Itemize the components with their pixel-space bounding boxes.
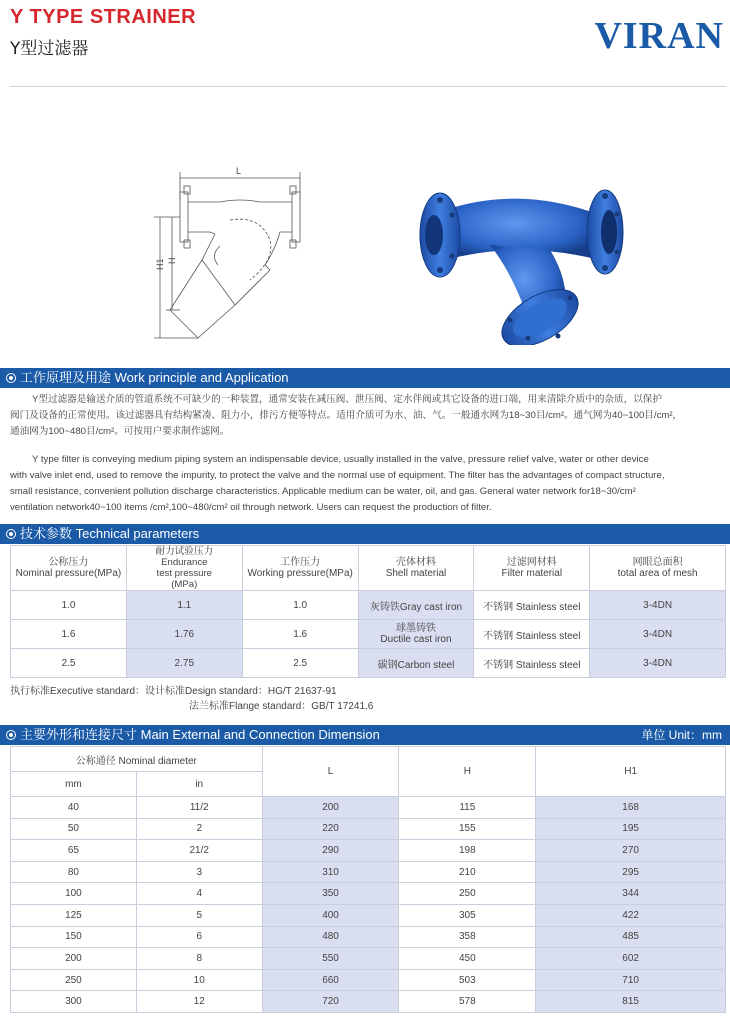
header-mesh-area: 网眼总面积 total area of mesh	[590, 546, 726, 591]
standards-note	[10, 684, 373, 714]
paragraph-line: Y型过滤器是输送介质的管道系统不可缺少的一种装置，通常安装在减压阀、泄压阀、定水伴阀或其它设备的进口端，用来清除介质中的杂质，以保护	[32, 394, 662, 405]
cell-L: 400	[262, 904, 399, 926]
table-row	[11, 861, 726, 883]
product-title-en: Y TYPE STRAINER	[10, 6, 197, 28]
cell-H1: 344	[536, 883, 726, 905]
header-in: in	[136, 772, 262, 797]
section-bar-work-principle	[0, 368, 730, 388]
table-row	[11, 797, 726, 819]
section-title: 技术参数 Technical parameters	[20, 526, 200, 541]
header-divider	[10, 86, 726, 87]
cell-mm: 200	[11, 948, 137, 970]
cell-filter: 不锈钢 Stainless steel	[474, 591, 590, 620]
dim-label-H1: H1	[155, 258, 165, 270]
header-shell-material: 壳体材料 Shell material	[358, 546, 474, 591]
cell-L: 200	[262, 797, 399, 819]
section-bullet-icon	[6, 730, 16, 740]
table-row	[11, 620, 726, 649]
table-row	[11, 904, 726, 926]
header-H1: H1	[536, 747, 726, 797]
cell-L: 310	[262, 861, 399, 883]
cell-mm: 100	[11, 883, 137, 905]
strainer-technical-drawing	[140, 160, 310, 350]
section-bar-dimensions	[0, 725, 730, 745]
cell-filter: 不锈钢 Stainless steel	[474, 620, 590, 649]
section-bullet-icon	[6, 373, 16, 383]
cell-mm: 40	[11, 797, 137, 819]
brand-logo: VIRAN	[594, 15, 724, 57]
cell-in: 2	[136, 818, 262, 840]
cell-mm: 50	[11, 818, 137, 840]
cell-in: 10	[136, 969, 262, 991]
dim-label-H: H	[167, 257, 177, 264]
cell-working: 1.6	[242, 620, 358, 649]
header-L: L	[262, 747, 399, 797]
cell-H1: 485	[536, 926, 726, 948]
cell-mm: 250	[11, 969, 137, 991]
cell-mm: 300	[11, 991, 137, 1013]
dimension-table	[10, 746, 726, 1013]
cell-H1: 815	[536, 991, 726, 1013]
cell-L: 480	[262, 926, 399, 948]
cell-H: 115	[399, 797, 536, 819]
standards-design: 执行标准Executive standard：设计标准Design standard：HG/T 21637-91	[10, 686, 337, 697]
cell-H: 450	[399, 948, 536, 970]
header-mm: mm	[11, 772, 137, 797]
cell-H1: 295	[536, 861, 726, 883]
cell-mm: 65	[11, 840, 137, 862]
cell-H: 210	[399, 861, 536, 883]
table-row	[11, 969, 726, 991]
cell-in: 21/2	[136, 840, 262, 862]
paragraph-line: 阀门及设备的正常使用。该过滤器具有结构紧凑、阻力小，排污方便等特点。适用介质可为水、油、气。一般通水网为18~30目/cm²。通气网为40~100目/cm²，	[10, 410, 683, 421]
table-row	[11, 991, 726, 1013]
cell-endurance: 2.75	[126, 649, 242, 678]
cell-L: 220	[262, 818, 399, 840]
section-title: 工作原理及用途 Work principle and Application	[20, 370, 289, 385]
work-principle-en	[10, 452, 726, 516]
cell-in: 6	[136, 926, 262, 948]
cell-L: 660	[262, 969, 399, 991]
technical-parameters-table	[10, 545, 726, 678]
cell-mesh: 3-4DN	[590, 649, 726, 678]
table-row	[11, 883, 726, 905]
paragraph-line: small resistance, convenient pollution discharge characteristics. Applicable medium can be water, oil, and gas. General water network for18~30/cm²	[10, 486, 636, 497]
cell-endurance: 1.76	[126, 620, 242, 649]
cell-filter: 不锈钢 Stainless steel	[474, 649, 590, 678]
table-header-row	[11, 546, 726, 591]
table-row	[11, 649, 726, 678]
cell-H1: 168	[536, 797, 726, 819]
cell-in: 12	[136, 991, 262, 1013]
cell-nominal: 1.6	[11, 620, 127, 649]
cell-shell: 球墨铸铁 Ductile cast iron	[358, 620, 474, 649]
cell-H1: 270	[536, 840, 726, 862]
cell-in: 8	[136, 948, 262, 970]
dim-label-L: L	[236, 166, 242, 176]
cell-nominal: 1.0	[11, 591, 127, 620]
cell-H1: 602	[536, 948, 726, 970]
cell-working: 1.0	[242, 591, 358, 620]
paragraph-line: with valve inlet end, used to remove the impurity, to protect the valve and the normal use of equipment. The filter has the advantages of compact structure,	[10, 470, 665, 481]
paragraph-line: 通油网为100~480目/cm²。可按用户要求制作滤网。	[10, 426, 230, 437]
table-row	[11, 948, 726, 970]
work-principle-cn	[10, 392, 726, 440]
cell-H1: 195	[536, 818, 726, 840]
strainer-product-photo	[410, 170, 630, 345]
section-title: 主要外形和连接尺寸 Main External and Connection Dimension	[20, 727, 380, 742]
product-illustrations	[0, 150, 730, 350]
header-H: H	[399, 747, 536, 797]
cell-H1: 710	[536, 969, 726, 991]
cell-in: 3	[136, 861, 262, 883]
product-title-cn: Y型过滤器	[10, 39, 89, 59]
unit-label: 单位 Unit：mm	[641, 728, 722, 742]
table-row	[11, 926, 726, 948]
cell-H: 358	[399, 926, 536, 948]
table-row	[11, 591, 726, 620]
header-working-pressure: 工作压力 Working pressure(MPa)	[242, 546, 358, 591]
header-filter-material: 过滤网材料 Filter material	[474, 546, 590, 591]
table-row	[11, 818, 726, 840]
cell-H: 578	[399, 991, 536, 1013]
paragraph-line: ventilation network40~100 items /cm²,100~480/cm² oil through network. Users can request the production of filter.	[10, 502, 492, 513]
cell-nominal: 2.5	[11, 649, 127, 678]
cell-L: 550	[262, 948, 399, 970]
cell-H: 198	[399, 840, 536, 862]
cell-mm: 150	[11, 926, 137, 948]
standards-flange: 法兰标准Flange standard：GB/T 17241.6	[189, 701, 374, 712]
cell-in: 4	[136, 883, 262, 905]
header-nominal-diameter: 公称通径 Nominal diameter	[11, 747, 263, 772]
table-header-row	[11, 747, 726, 772]
cell-mesh: 3-4DN	[590, 620, 726, 649]
header-nominal-pressure: 公称压力 Nominal pressure(MPa)	[11, 546, 127, 591]
header-endurance-pressure: 耐力试验压力 Endurance test pressure (MPa)	[126, 546, 242, 591]
cell-mesh: 3-4DN	[590, 591, 726, 620]
page-header	[0, 0, 730, 90]
paragraph-line: Y type filter is conveying medium piping system an indispensable device, usually installed in the valve, pressure relief valve, water or other device	[32, 454, 649, 465]
cell-H: 305	[399, 904, 536, 926]
cell-H1: 422	[536, 904, 726, 926]
cell-working: 2.5	[242, 649, 358, 678]
cell-in: 11/2	[136, 797, 262, 819]
cell-L: 720	[262, 991, 399, 1013]
cell-H: 155	[399, 818, 536, 840]
section-bar-technical-parameters	[0, 524, 730, 544]
cell-H: 250	[399, 883, 536, 905]
section-bullet-icon	[6, 529, 16, 539]
cell-L: 350	[262, 883, 399, 905]
cell-mm: 80	[11, 861, 137, 883]
cell-L: 290	[262, 840, 399, 862]
cell-H: 503	[399, 969, 536, 991]
cell-shell: 灰铸铁Gray cast iron	[358, 591, 474, 620]
cell-in: 5	[136, 904, 262, 926]
table-row	[11, 840, 726, 862]
cell-mm: 125	[11, 904, 137, 926]
cell-shell: 碳钢Carbon steel	[358, 649, 474, 678]
cell-endurance: 1.1	[126, 591, 242, 620]
